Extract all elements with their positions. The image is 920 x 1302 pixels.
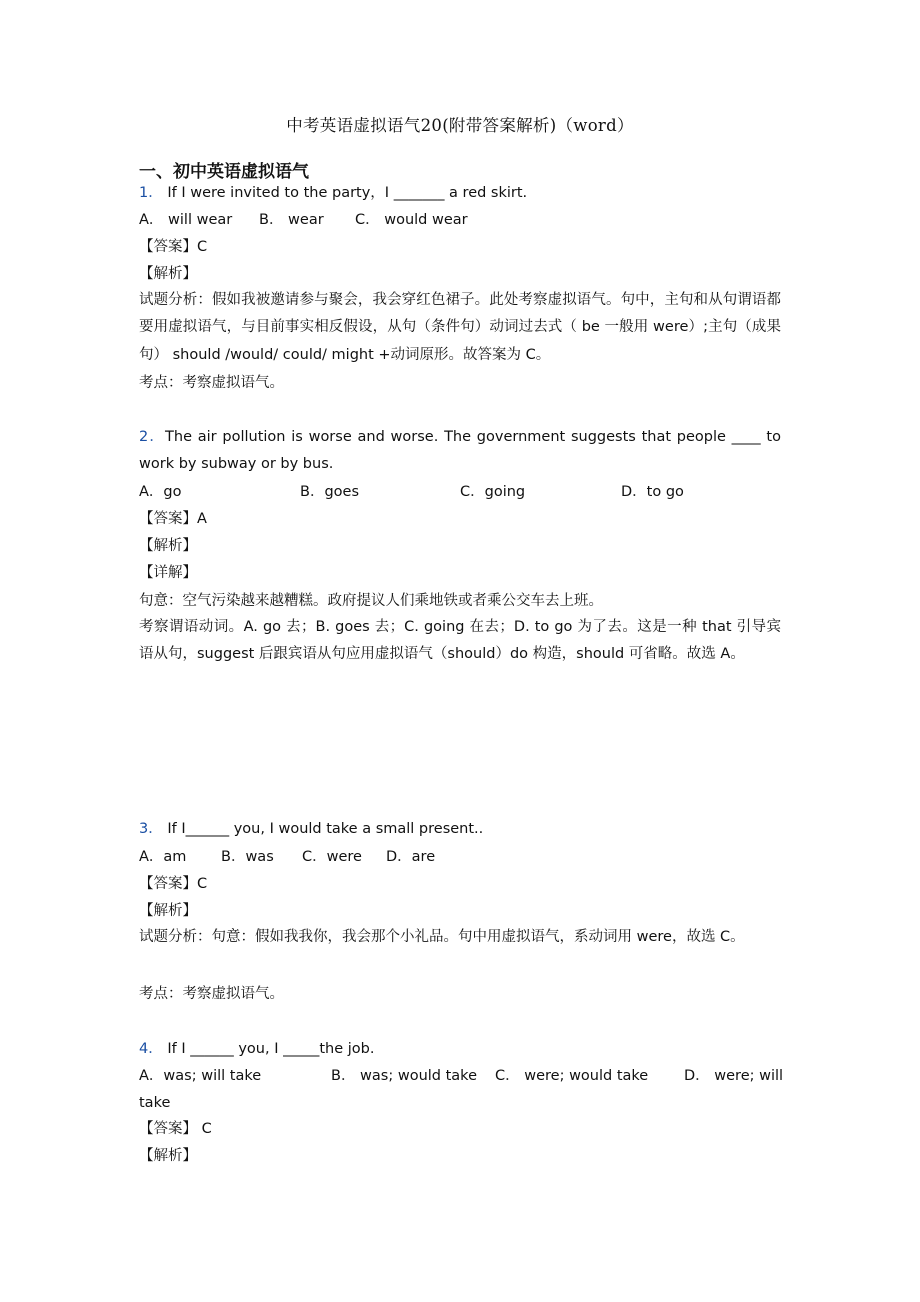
- question-4-stem: [139, 1039, 374, 1059]
- option-c: C． were; would take: [495, 1068, 649, 1084]
- document-title: 中考英语虚拟语气20(附带答案解析)（word）: [286, 116, 634, 135]
- question-text: If I ______ you, I _____the job.: [167, 1041, 375, 1057]
- option-d-wrap: take: [139, 1095, 171, 1111]
- option-a: A．go: [139, 484, 182, 500]
- analysis-2: 考察谓语动词。A. go 去；B. goes 去；C. going 在去；D. to go 为了去。这是一种 that 引导宾语从句，suggest 后跟宾语从句应用虚拟语气（should）do 构造，should 可省略。故选 A。: [139, 619, 781, 663]
- kaodian-3: 考点：考察虚拟语气。: [139, 986, 284, 1002]
- option-d: D． were; will: [684, 1068, 784, 1084]
- question-3-stem: [139, 819, 483, 839]
- meaning-2: 句意：空气污染越来越糟糕。政府提议人们乘地铁或者乘公交车去上班。: [139, 593, 603, 609]
- option-a: A．was; will take: [139, 1068, 262, 1084]
- analysis-label-3: 【解析】: [139, 903, 197, 919]
- question-4-options: [139, 1066, 784, 1086]
- option-b: B．was: [221, 849, 274, 865]
- question-1-stem: [139, 183, 527, 203]
- analysis-3: 试题分析：句意：假如我我你，我会那个小礼品。句中用虚拟语气，系动词用 were，故选 C。: [139, 929, 745, 945]
- answer-2: 【答案】A: [139, 511, 207, 527]
- option-b: B． wear: [259, 212, 324, 228]
- detail-label-2: 【详解】: [139, 565, 197, 581]
- option-b: B．goes: [300, 484, 359, 500]
- answer-4: 【答案】 C: [139, 1121, 212, 1137]
- question-number: 2．: [139, 429, 166, 445]
- question-text: The air pollution is worse and worse. The government suggests that people ____ to work by subway or by bus.: [139, 429, 781, 473]
- option-c: C． would wear: [355, 212, 468, 228]
- option-c: C．were: [302, 849, 362, 865]
- analysis-label-2: 【解析】: [139, 538, 197, 554]
- kaodian-1: 考点：考察虚拟语气。: [139, 375, 284, 391]
- answer-1: 【答案】C: [139, 239, 208, 255]
- question-number: 4．: [139, 1041, 163, 1057]
- option-b: B． was; would take: [331, 1068, 477, 1084]
- answer-3: 【答案】C: [139, 876, 208, 892]
- question-text: If I were invited to the party，I _______ a red skirt.: [167, 185, 528, 201]
- question-number: 3．: [139, 821, 163, 837]
- analysis-label-4: 【解析】: [139, 1148, 197, 1164]
- section-heading: 一、初中英语虚拟语气: [139, 162, 309, 182]
- option-c: C．going: [460, 484, 526, 500]
- analysis-label-1: 【解析】: [139, 266, 197, 282]
- option-d: D．are: [386, 849, 436, 865]
- question-2-stem: [139, 424, 781, 479]
- question-3-options: [139, 847, 781, 867]
- question-number: 1．: [139, 185, 163, 201]
- option-a: A．am: [139, 849, 187, 865]
- option-a: A． will wear: [139, 212, 233, 228]
- question-text: If I______ you, I would take a small present..: [167, 821, 484, 837]
- question-2-options: [139, 482, 781, 502]
- option-d: D．to go: [621, 484, 684, 500]
- question-1-options: [139, 210, 781, 230]
- analysis-1: 试题分析：假如我被邀请参与聚会，我会穿红色裙子。此处考察虚拟语气。句中，主句和从句谓语都要用虚拟语气，与目前事实相反假设，从句（条件句）动词过去式（ be 一般用 were）;主句（成果句） should /would/ could/ might +动词原形。故答案为 C。: [139, 292, 781, 363]
